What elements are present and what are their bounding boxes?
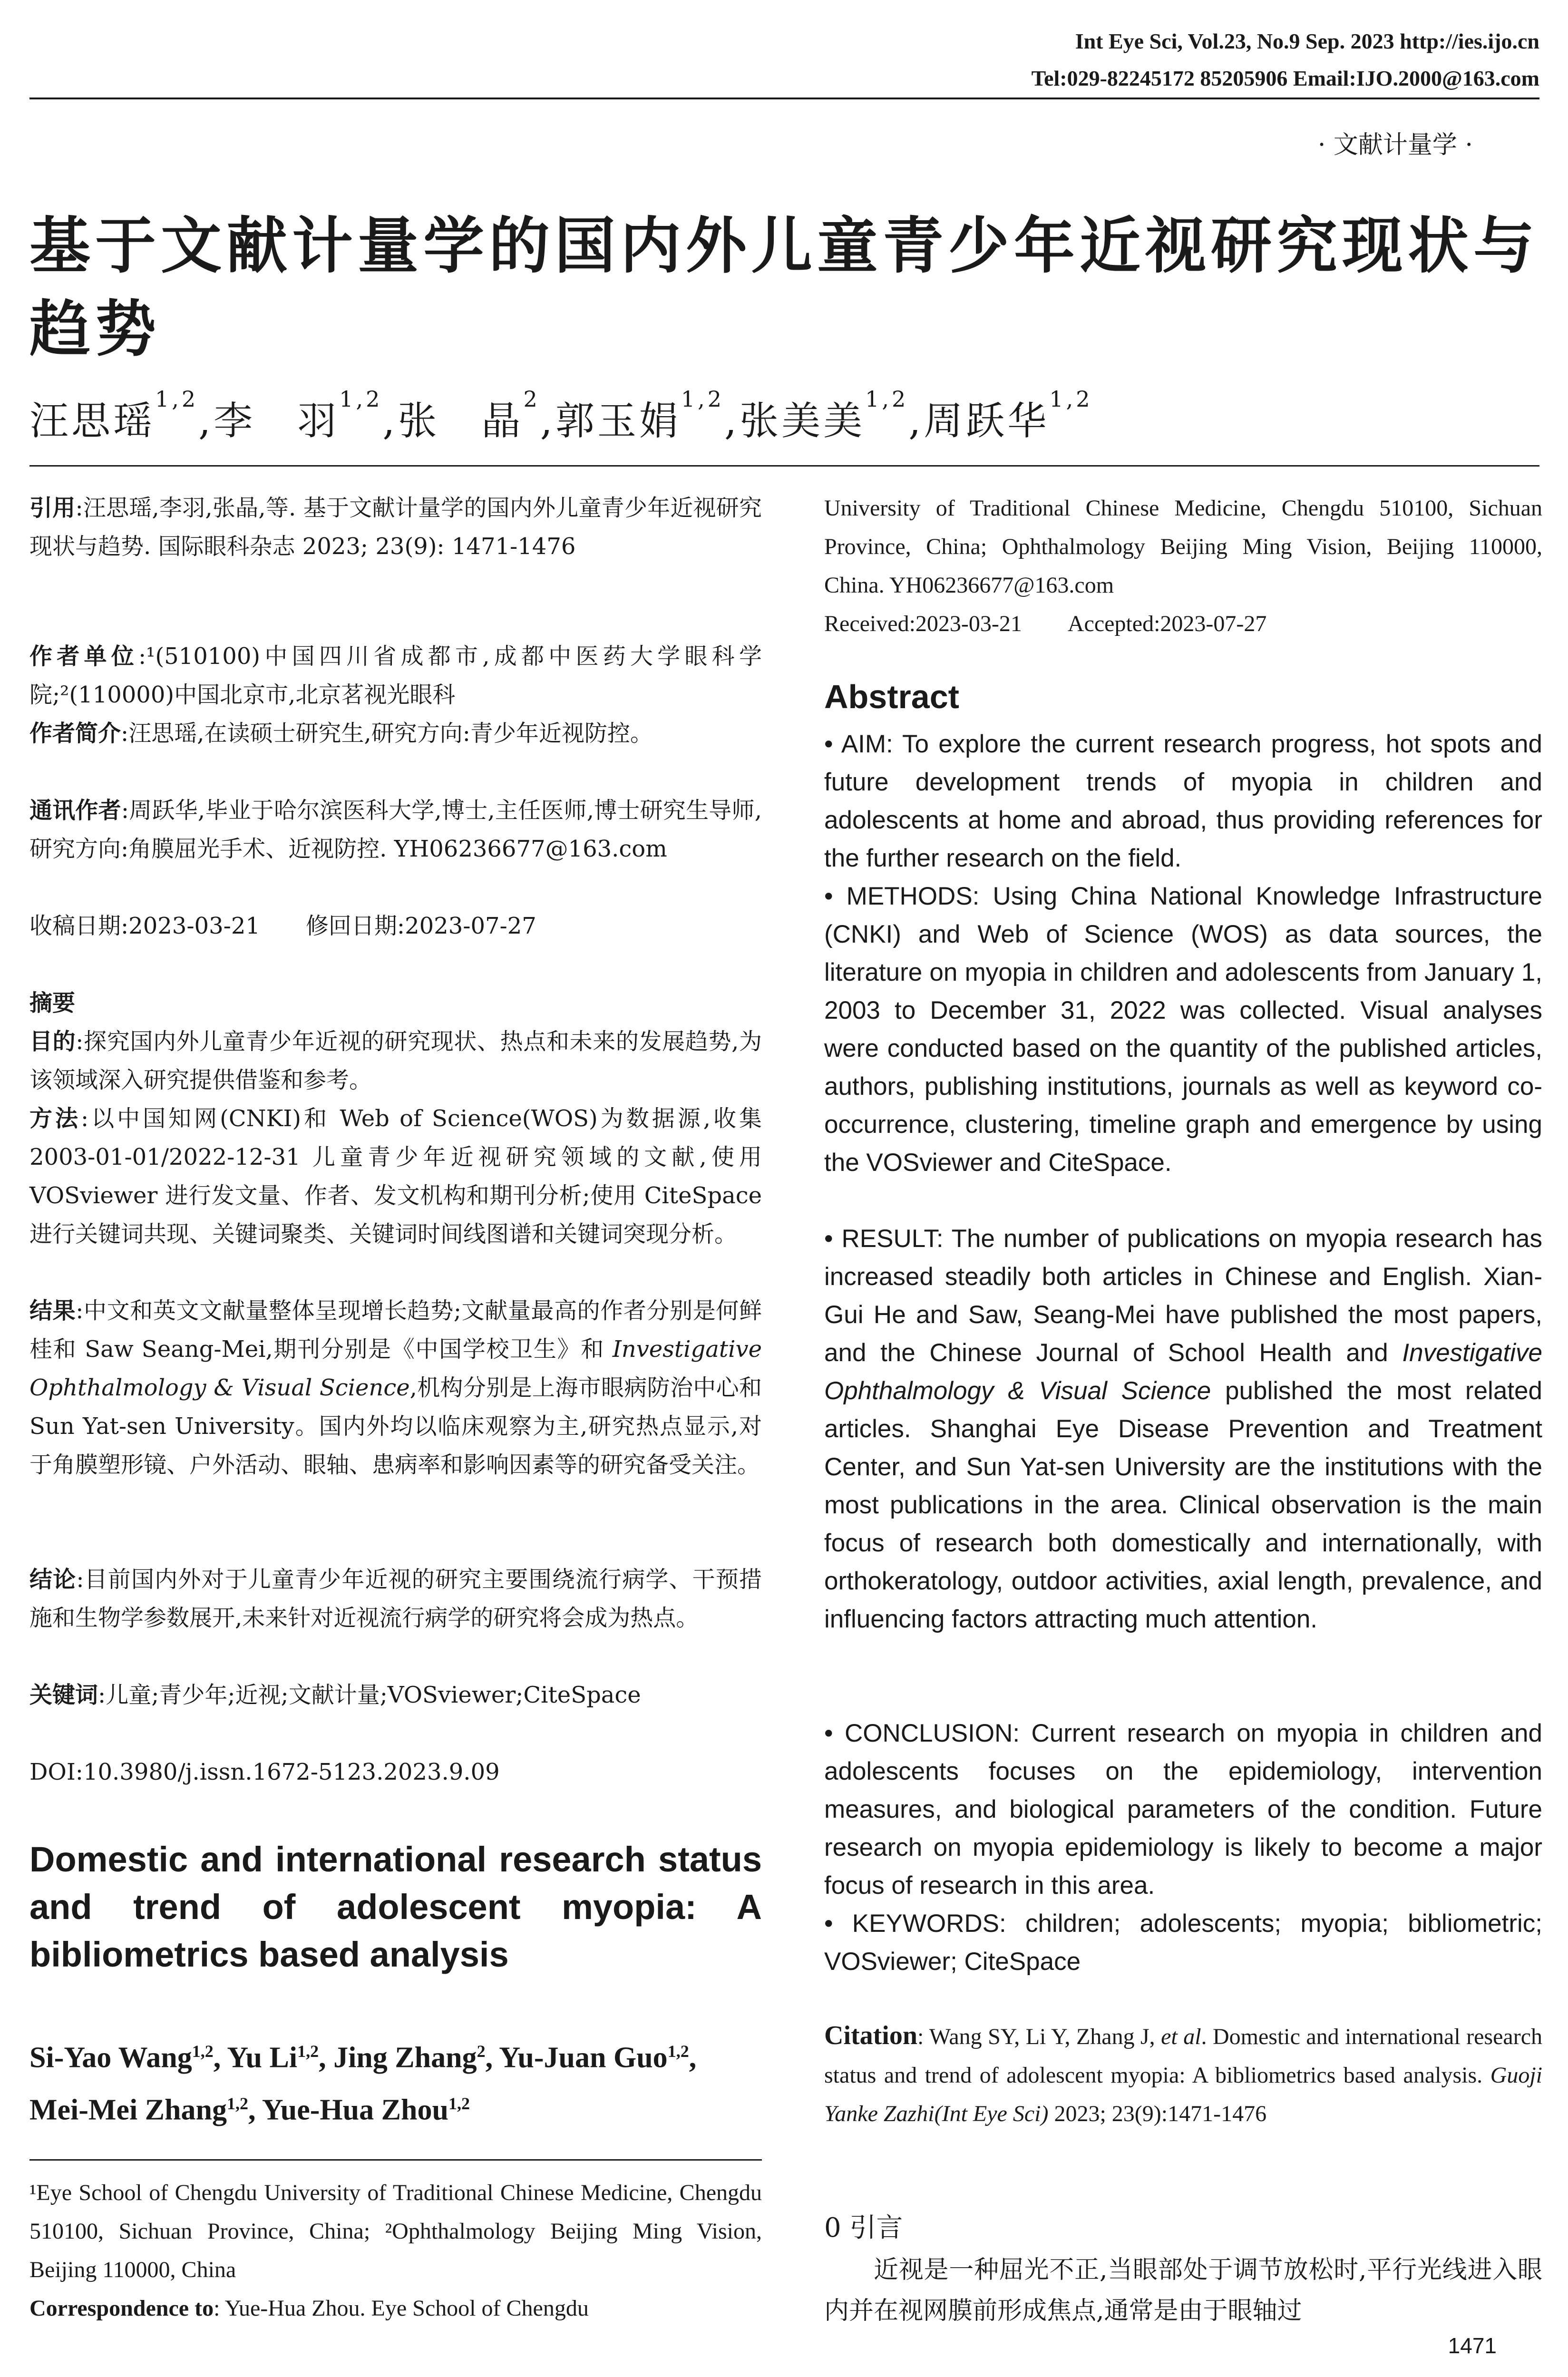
result-en-2: published the most related articles. Shanghai Eye Disease Prevention and Treatment Center, and Sun Yat-sen University are the institutions with the most publications in the area. Clinical observation is the main focus of research both domestically and internationally, with orthokeratology, outdoor activities, axial length, prevalence, and influencing factors attracting much attention. xyxy=(824,1377,1542,1633)
authors-cn: 汪思瑶$^{1,2}$,李 羽$^{1,2}$,张 晶$^2$,郭玉娟$^{1,2}$,张美美$^{1,2}$,周跃华$^{1,2}$ xyxy=(29,386,1093,444)
conclusion-cn xyxy=(29,1560,762,1637)
author-en-sup: 1,2 xyxy=(227,2094,248,2113)
author-affil-sup: 1,2 xyxy=(865,386,909,412)
citation-en-1: : Wang SY, Li Y, Zhang J, xyxy=(917,2024,1161,2049)
author-name: 周跃华 xyxy=(924,399,1050,444)
author-affil-sup: 1,2 xyxy=(339,386,383,412)
intro-heading: 0 引言 xyxy=(824,2212,903,2243)
citation-en-etal: et al xyxy=(1161,2024,1201,2049)
intro-paragraph: 近视是一种屈光不正,当眼部处于调节放松时,平行光线进入眼内并在视网膜前形成焦点,通常是由于眼轴过 xyxy=(824,2256,1542,2325)
keywords-en: • KEYWORDS: children; adolescents; myopia; bibliometric; VOSviewer; CiteSpace xyxy=(824,1909,1542,1976)
author-affil-sup: 1,2 xyxy=(155,386,199,412)
correspondence-cn xyxy=(29,791,762,868)
citation-cn xyxy=(29,489,762,566)
dates-cn: 收稿日期:2023-03-21 修回日期:2023-07-27 xyxy=(29,913,536,939)
corr-en-label: Correspondence to xyxy=(29,2296,214,2321)
author-en-sup: 1,2 xyxy=(448,2094,470,2113)
result-en-journal: Investigative Ophthalmology & Visual Science xyxy=(824,1339,1542,1405)
method-cn xyxy=(29,1100,762,1254)
correspondence-en-cont: University of Traditional Chinese Medicine, Chengdu 510100, Sichuan Province, China; Ophthalmology Beijing Ming Vision, Beijing 110000, China. YH06236677@163.com xyxy=(824,496,1542,598)
affil-text: :¹(510100)中国四川省成都市,成都中医药大学眼科学院;²(110000)中国北京市,北京茗视光眼科 xyxy=(29,643,762,708)
keywords-cn xyxy=(29,1676,762,1715)
title-rule xyxy=(29,465,1539,467)
received-dates: Received:2023-03-21 Accepted:2023-07-27 xyxy=(824,611,1267,636)
author-en-name: Yu-Juan Guo xyxy=(499,2041,668,2074)
keywords-label: 关键词 xyxy=(29,1682,98,1708)
author-en-sup: 1,2 xyxy=(667,2042,689,2061)
corr-label: 通讯作者 xyxy=(29,797,121,824)
correspondence-en xyxy=(29,2289,762,2328)
citation-label: 引用 xyxy=(29,495,76,521)
affiliation-cn xyxy=(29,637,762,714)
bio-text: :汪思瑶,在读硕士研究生,研究方向:青少年近视防控。 xyxy=(121,720,653,747)
authors-en: Si-Yao Wang$^{1,2}$, Yu Li$^{1,2}$, Jing Zhang$^2$, Yu-Juan Guo$^{1,2}$, Mei-Mei Zhang$^{1,2}$, Yue-Hua Zhou$^{1,2}$ xyxy=(29,2041,697,2126)
header-rule xyxy=(29,97,1539,99)
result-en xyxy=(824,1220,1542,1638)
bio-label: 作者简介 xyxy=(29,720,121,747)
method-text: :以中国知网(CNKI)和 Web of Science(WOS)为数据源,收集 2003-01-01/2022-12-31 儿童青少年近视研究领域的文献,使用 VOSviewer 进行发文量、作者、发文机构和期刊分析;使用 CiteSpace 进行关键词共现、关键词聚类、关键词时间线图谱和关键词突现分析。 xyxy=(29,1105,762,1247)
author-en-name: Mei-Mei Zhang xyxy=(29,2094,227,2126)
section-tag: · 文献计量学 · xyxy=(1317,131,1473,159)
author-en-sup: 1,2 xyxy=(192,2042,214,2061)
journal-header-line1: Int Eye Sci, Vol.23, No.9 Sep. 2023 http://ies.ijo.cn xyxy=(1075,29,1539,53)
corr-en-text: : Yue-Hua Zhou. Eye School of Chengdu xyxy=(214,2296,589,2321)
author-name: 汪思瑶 xyxy=(29,399,156,444)
author-affil-sup: 1,2 xyxy=(681,386,725,412)
affiliation-en: ¹Eye School of Chengdu University of Traditional Chinese Medicine, Chengdu 510100, Sichuan Province, China; ²Ophthalmology Beijing Ming Vision, Beijing 110000, China xyxy=(29,2180,762,2282)
author-name: 李 羽 xyxy=(214,399,340,444)
methods-en: • METHODS: Using China National Knowledge Infrastructure (CNKI) and Web of Science (WOS) as data sources, the literature on myopia in children and adolescents from January 1, 2003 to December 31, 2022 was collected. Visual analyses were conducted based on the quantity of the published articles, authors, publishing institutions, journals as well as keyword co-occurrence, clustering, timeline graph and emergence by using the VOSviewer and CiteSpace. xyxy=(824,882,1542,1177)
aim-cn xyxy=(29,1023,762,1100)
affil-label: 作者单位 xyxy=(29,643,138,670)
result-en-1: • RESULT: The number of publications on myopia research has increased steadily both articles in Chinese and English. Xian-Gui He and Saw, Seang-Mei have published the most papers, and the Chinese Journal of School Health and xyxy=(824,1225,1542,1367)
citation-text: :汪思瑶,李羽,张晶,等. 基于文献计量学的国内外儿童青少年近视研究现状与趋势. 国际眼科杂志 2023; 23(9): 1471-1476 xyxy=(29,495,762,560)
conclusion-text: :目前国内外对于儿童青少年近视的研究主要围绕流行病学、干预措施和生物学参数展开,未来针对近视流行病学的研究将会成为热点。 xyxy=(29,1566,762,1631)
corr-text: :周跃华,毕业于哈尔滨医科大学,博士,主任医师,博士研究生导师,研究方向:角膜屈光手术、近视防控. YH06236677@163.com xyxy=(29,797,762,862)
conclusion-en: • CONCLUSION: Current research on myopia in children and adolescents focuses on the epidemiology, intervention measures, and biological parameters of the condition. Future research on myopia epidemiology is likely to become a major focus of research in this area. xyxy=(824,1719,1542,1900)
citation-en-3: 2023; 23(9):1471-1476 xyxy=(1048,2101,1267,2126)
author-name: 张 晶 xyxy=(398,399,524,444)
journal-header-line2: Tel:029-82245172 85205906 Email:IJO.2000@163.com xyxy=(1031,66,1539,90)
author-en-name: Jing Zhang xyxy=(333,2041,477,2074)
page-number: 1471 xyxy=(1448,2333,1497,2358)
author-en-sup: 2 xyxy=(477,2042,486,2061)
conclusion-label: 结论 xyxy=(29,1566,77,1593)
author-affil-sup: 2 xyxy=(523,386,540,412)
article-title: 基于文献计量学的国内外儿童青少年近视研究现状与趋势 xyxy=(29,211,1539,365)
citation-en-journal: Guoji Yanke Zazhi(Int Eye Sci) xyxy=(824,2063,1542,2126)
author-name: 张美美 xyxy=(740,399,866,444)
abstract-heading-en: Abstract xyxy=(824,678,959,715)
author-en-name: Yu Li xyxy=(227,2041,298,2074)
author-name: 郭玉娟 xyxy=(555,399,681,444)
result-cn xyxy=(29,1292,762,1484)
result-text-1: :中文和英文文献量整体呈现增长趋势;文献量最高的作者分别是何鲜桂和 Saw Seang-Mei,期刊分别是《中国学校卫生》和 xyxy=(29,1297,762,1363)
author-en-sup: 1,2 xyxy=(297,2042,319,2061)
result-journal: Investigative Ophthalmology & Visual Science xyxy=(29,1336,762,1401)
doi: DOI:10.3980/j.issn.1672-5123.2023.9.09 xyxy=(29,1759,500,1785)
result-text-2: ,机构分别是上海市眼病防治中心和 Sun Yat-sen University。国内外均以临床观察为主,研究热点显示,对于角膜塑形镜、户外活动、眼轴、患病率和影响因素等的研究备受关注。 xyxy=(29,1374,762,1478)
aim-label: 目的 xyxy=(29,1028,76,1055)
citation-en xyxy=(824,2017,1542,2133)
abstract-heading-cn: 摘要 xyxy=(29,990,76,1016)
citation-en-label: Citation xyxy=(824,2021,917,2050)
result-label: 结果 xyxy=(29,1297,76,1324)
method-label: 方法 xyxy=(29,1105,81,1132)
author-en-name: Si-Yao Wang xyxy=(29,2041,192,2074)
bio-cn xyxy=(29,714,762,753)
keywords-text: :儿童;青少年;近视;文献计量;VOSviewer;CiteSpace xyxy=(98,1682,641,1708)
english-title: Domestic and international research status and trend of adolescent myopia: A bibliometrics based analysis xyxy=(29,1840,762,1974)
citation-en-2: . Domestic and international research status and trend of adolescent myopia: A bibliometrics based analysis. xyxy=(824,2024,1543,2088)
aim-en: • AIM: To explore the current research progress, hot spots and future development trends of myopia in children and adolescents at home and abroad, thus providing references for the further research on the field. xyxy=(824,730,1542,872)
author-affil-sup: 1,2 xyxy=(1049,386,1093,412)
author-en-name: Yue-Hua Zhou xyxy=(262,2094,448,2126)
aim-text: :探究国内外儿童青少年近视的研究现状、热点和未来的发展趋势,为该领域深入研究提供借鉴和参考。 xyxy=(29,1028,762,1093)
affiliation-rule xyxy=(29,2159,762,2161)
